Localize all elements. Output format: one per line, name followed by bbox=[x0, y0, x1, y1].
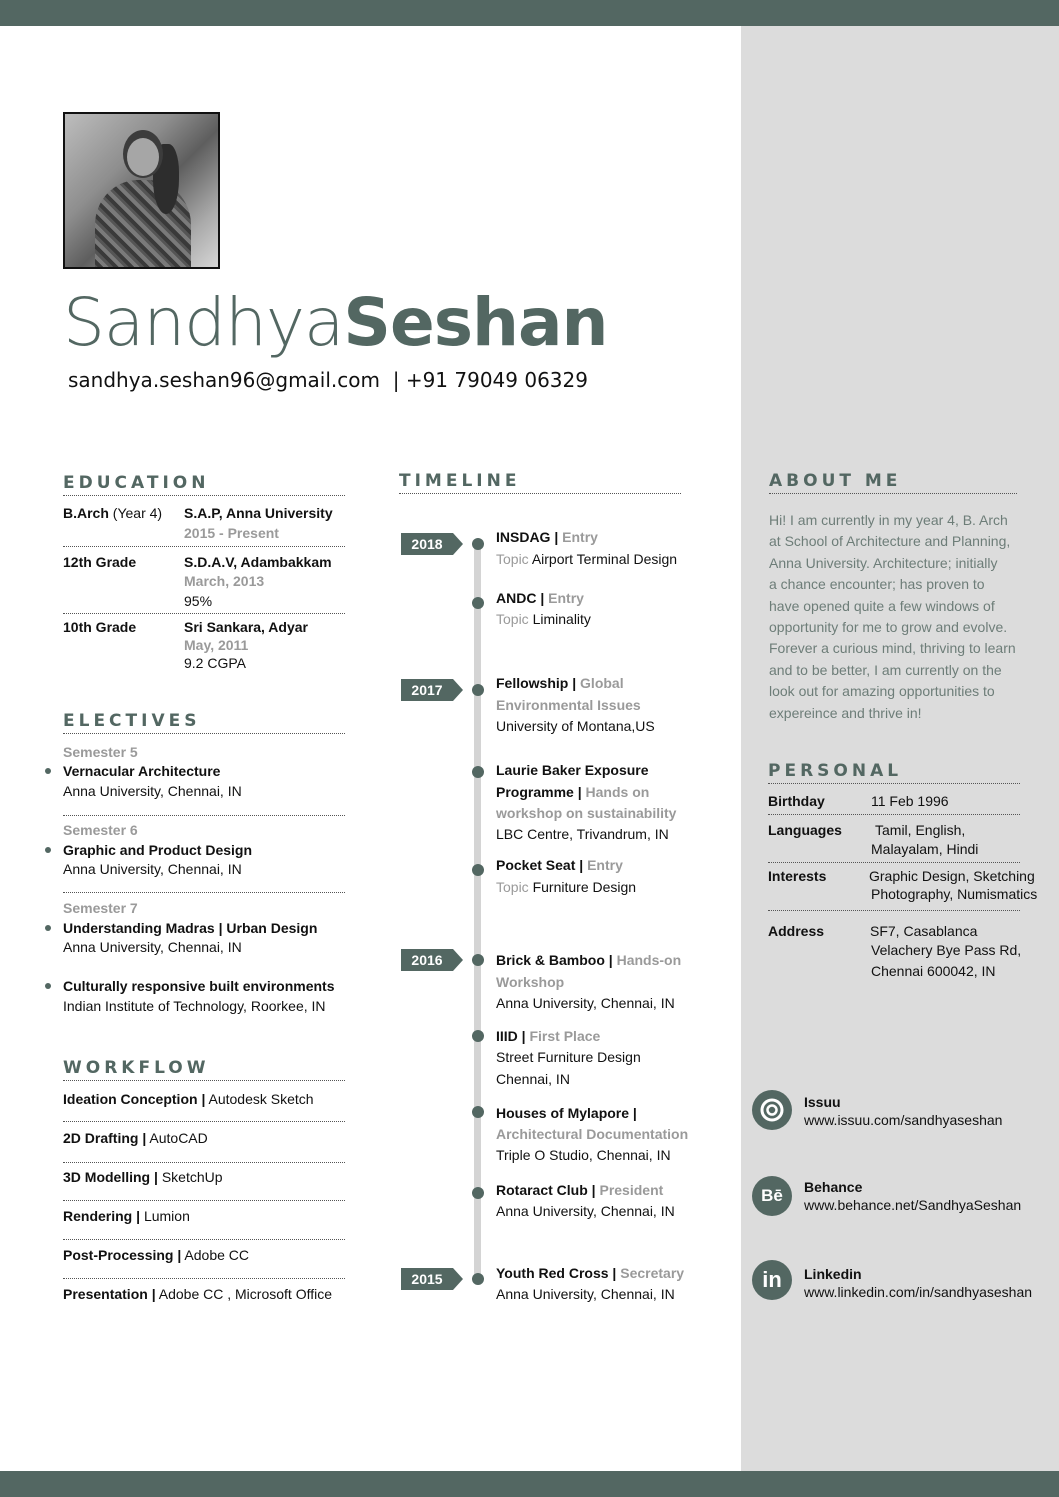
full-name bbox=[63, 280, 608, 366]
timeline-event-place: LBC Centre, Trivandrum, IN bbox=[496, 826, 669, 842]
electives-title: ELECTIVES bbox=[63, 711, 345, 734]
issuu-label: Issuu bbox=[804, 1094, 841, 1110]
birthday-value: 11 Feb 1996 bbox=[871, 793, 949, 809]
timeline-dot bbox=[472, 538, 484, 550]
right-sidebar bbox=[741, 26, 1059, 1471]
timeline-dot bbox=[472, 954, 484, 966]
about-line: Hi! I am currently in my year 4, B. Arch bbox=[769, 512, 1008, 528]
birthday-label: Birthday bbox=[768, 793, 825, 809]
languages-label: Languages bbox=[768, 822, 842, 838]
about-line: and to be better, I am currently on the bbox=[769, 661, 1002, 678]
timeline-event-title: INSDAG | Entry bbox=[496, 529, 598, 545]
timeline-dot bbox=[472, 766, 484, 778]
interests-value: Photography, Numismatics bbox=[871, 886, 1038, 902]
behance-icon[interactable]: Bē bbox=[752, 1176, 792, 1216]
timeline-event-title: ANDC | Entry bbox=[496, 590, 584, 606]
issuu-glyph bbox=[752, 1090, 792, 1130]
bottom-bar bbox=[0, 1471, 1059, 1497]
divider bbox=[63, 1121, 345, 1122]
elective-semester: Semester 5 bbox=[63, 744, 138, 760]
linkedin-icon[interactable]: in bbox=[752, 1260, 792, 1300]
workflow-item: Post-Processing | Adobe CC bbox=[63, 1247, 250, 1263]
education-school: S.A.P, Anna University bbox=[184, 505, 333, 521]
divider bbox=[63, 815, 345, 816]
year-marker: 2016 bbox=[401, 949, 453, 971]
timeline-event-place: Triple O Studio, Chennai, IN bbox=[496, 1147, 671, 1163]
timeline-event-title: Laurie Baker Exposure bbox=[496, 762, 649, 778]
timeline-event-subtitle: workshop on sustainability bbox=[496, 805, 677, 821]
timeline-event-title: Fellowship | Global bbox=[496, 675, 624, 691]
contact-line bbox=[68, 368, 588, 392]
divider bbox=[63, 546, 345, 547]
timeline-title: TIMELINE bbox=[399, 471, 681, 494]
timeline-dot bbox=[472, 1187, 484, 1199]
timeline-event-title: Brick & Bamboo | Hands-on bbox=[496, 952, 682, 968]
year-marker: 2015 bbox=[401, 1268, 453, 1290]
about-line: a chance encounter; has proven to bbox=[769, 576, 985, 593]
timeline-event-title: Pocket Seat | Entry bbox=[496, 857, 623, 873]
elective-name: Understanding Madras | Urban Design bbox=[63, 920, 318, 936]
about-line: Anna University. Architecture; initially bbox=[769, 554, 998, 571]
address-value: Chennai 600042, IN bbox=[871, 963, 996, 979]
top-bar bbox=[0, 0, 1059, 26]
workflow-item: Rendering | Lumion bbox=[63, 1208, 190, 1224]
workflow-title: WORKFLOW bbox=[63, 1058, 345, 1081]
divider bbox=[63, 892, 345, 893]
photo-face bbox=[127, 138, 159, 176]
timeline-event-subtitle: Architectural Documentation bbox=[496, 1126, 689, 1142]
workflow-item: Ideation Conception | Autodesk Sketch bbox=[63, 1091, 314, 1107]
timeline-event-detail: Topic Furniture Design bbox=[496, 879, 637, 895]
about-line: have opened quite a few windows of bbox=[769, 597, 995, 614]
profile-photo bbox=[63, 112, 220, 269]
education-score: 95% bbox=[184, 593, 213, 609]
personal-title: PERSONAL bbox=[768, 761, 1020, 784]
about-line: Forever a curious mind, thriving to learn bbox=[769, 640, 1016, 657]
about-title: ABOUT ME bbox=[769, 471, 1017, 494]
languages-value: Malayalam, Hindi bbox=[871, 841, 979, 857]
divider bbox=[768, 814, 1020, 815]
timeline-event-place: University of Montana,US bbox=[496, 718, 655, 734]
timeline-dot bbox=[472, 1030, 484, 1042]
elective-place: Anna University, Chennai, IN bbox=[63, 783, 242, 799]
timeline-event-place: Anna University, Chennai, IN bbox=[496, 1286, 675, 1302]
timeline-event-place: Chennai, IN bbox=[496, 1071, 570, 1087]
about-line: look out for amazing opportunities to bbox=[769, 683, 995, 700]
divider bbox=[768, 910, 1020, 911]
workflow-item: 3D Modelling | SketchUp bbox=[63, 1169, 223, 1185]
timeline-axis bbox=[474, 545, 481, 1280]
education-date: May, 2011 bbox=[184, 637, 249, 653]
email-link[interactable]: sandhya.seshan96@gmail.com bbox=[68, 368, 380, 392]
timeline-event-title: Houses of Mylapore | bbox=[496, 1105, 637, 1121]
languages-value: Tamil, English, bbox=[875, 822, 966, 838]
timeline-event-title-cont: Programme | Hands on bbox=[496, 784, 650, 800]
timeline-event-place: Anna University, Chennai, IN bbox=[496, 995, 675, 1011]
timeline-event-subtitle: Environmental Issues bbox=[496, 697, 641, 713]
timeline-event-detail: Topic Airport Terminal Design bbox=[496, 551, 678, 567]
about-text bbox=[769, 510, 1039, 724]
education-date: 2015 - Present bbox=[184, 525, 279, 541]
first-name: Sandhya bbox=[63, 284, 344, 361]
timeline-event-title: IIID | First Place bbox=[496, 1028, 601, 1044]
about-line: expereince and thrive in! bbox=[769, 704, 922, 721]
timeline-event-subtitle: Workshop bbox=[496, 974, 565, 990]
year-marker: 2018 bbox=[401, 533, 453, 555]
divider bbox=[63, 1162, 345, 1163]
education-score: 9.2 CGPA bbox=[184, 655, 246, 671]
divider bbox=[63, 1278, 345, 1279]
workflow-item: Presentation | Adobe CC , Microsoft Office bbox=[63, 1286, 332, 1302]
interests-value: Graphic Design, Sketching bbox=[869, 868, 1035, 884]
divider bbox=[63, 1239, 345, 1240]
linkedin-link[interactable]: www.linkedin.com/in/sandhyaseshan bbox=[804, 1284, 1033, 1300]
divider bbox=[63, 613, 345, 614]
timeline-event-detail: Topic Liminality bbox=[496, 611, 591, 627]
linkedin-label: Linkedin bbox=[804, 1266, 862, 1282]
issuu-link[interactable]: www.issuu.com/sandhyaseshan bbox=[804, 1112, 1003, 1128]
timeline-dot bbox=[472, 864, 484, 876]
bullet-icon bbox=[45, 983, 51, 989]
about-line: opportunity for me to grow and evolve. bbox=[769, 619, 1008, 636]
behance-link[interactable]: www.behance.net/SandhyaSeshan bbox=[804, 1197, 1022, 1213]
education-degree: 10th Grade bbox=[63, 619, 137, 635]
timeline-event-place: Anna University, Chennai, IN bbox=[496, 1203, 675, 1219]
education-date: March, 2013 bbox=[184, 573, 265, 589]
elective-place: Indian Institute of Technology, Roorkee, IN bbox=[63, 998, 326, 1014]
education-title: EDUCATION bbox=[63, 473, 345, 496]
address-value: SF7, Casablanca bbox=[870, 923, 978, 939]
elective-semester: Semester 7 bbox=[63, 900, 138, 916]
education-school: Sri Sankara, Adyar bbox=[184, 619, 308, 635]
education-degree: B.Arch (Year 4) bbox=[63, 505, 163, 521]
address-value: Velachery Bye Pass Rd, bbox=[871, 942, 1022, 958]
elective-semester: Semester 6 bbox=[63, 822, 138, 838]
timeline-event-title: Rotaract Club | President bbox=[496, 1182, 664, 1198]
divider bbox=[768, 862, 1020, 863]
elective-name: Graphic and Product Design bbox=[63, 842, 253, 858]
timeline-dot bbox=[472, 1106, 484, 1118]
interests-label: Interests bbox=[768, 868, 827, 884]
workflow-item: 2D Drafting | AutoCAD bbox=[63, 1130, 208, 1146]
timeline-dot bbox=[472, 1273, 484, 1285]
timeline-event-detail: Street Furniture Design bbox=[496, 1049, 641, 1065]
divider bbox=[63, 1200, 345, 1201]
last-name: Seshan bbox=[343, 284, 608, 361]
bullet-icon bbox=[45, 925, 51, 931]
year-marker: 2017 bbox=[401, 679, 453, 701]
elective-place: Anna University, Chennai, IN bbox=[63, 939, 242, 955]
issuu-icon[interactable] bbox=[752, 1090, 792, 1130]
timeline-event-title: Youth Red Cross | Secretary bbox=[496, 1265, 685, 1281]
elective-name: Vernacular Architecture bbox=[63, 763, 221, 779]
about-line: at School of Architecture and Planning, bbox=[769, 533, 1011, 550]
behance-label: Behance bbox=[804, 1179, 863, 1195]
bullet-icon bbox=[45, 847, 51, 853]
elective-place: Anna University, Chennai, IN bbox=[63, 861, 242, 877]
timeline-dot bbox=[472, 684, 484, 696]
education-school: S.D.A.V, Adambakkam bbox=[184, 554, 332, 570]
elective-name: Culturally responsive built environments bbox=[63, 978, 335, 994]
timeline-dot bbox=[472, 597, 484, 609]
education-degree: 12th Grade bbox=[63, 554, 137, 570]
bullet-icon bbox=[45, 768, 51, 774]
phone-number: | +91 79049 06329 bbox=[392, 368, 588, 392]
address-label: Address bbox=[768, 923, 825, 939]
